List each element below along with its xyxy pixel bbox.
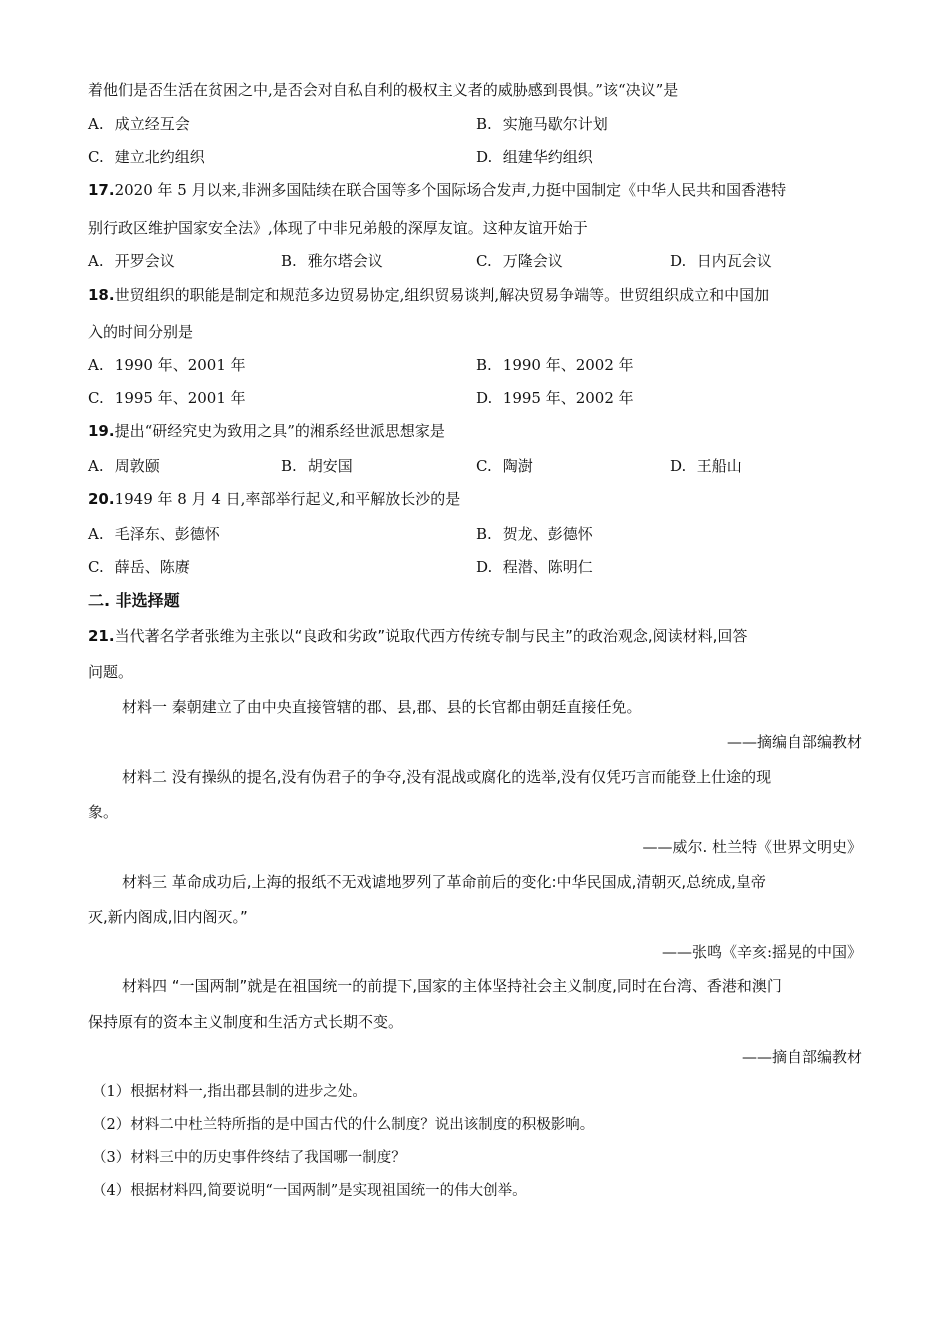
q16-option-b: B. 实施马歇尔计划 (476, 115, 608, 133)
material-4-line2: 保持原有的资本主义制度和生活方式长期不变。 (88, 1013, 404, 1031)
q16-stem-tail: 着他们是否生活在贫困之中,是否会对自私自利的极权主义者的威胁感到畏惧。”该“决议”是 (88, 81, 679, 99)
q20-stem: 20.1949 年 8 月 4 日,率部举行起义,和平解放长沙的是 (88, 490, 461, 508)
q18-option-c: C. 1995 年、2001 年 (88, 389, 246, 407)
material-1: 材料一 秦朝建立了由中央直接管辖的郡、县,郡、县的长官都由朝廷直接任免。 (122, 698, 642, 716)
q16-option-a: A. 成立经互会 (88, 115, 190, 133)
q20-option-c: C. 薛岳、陈赓 (88, 558, 190, 576)
q19-stem: 19.提出“研经究史为致用之具”的湘系经世派思想家是 (88, 422, 445, 440)
q18-stem-line2: 入的时间分别是 (88, 323, 194, 341)
q17-option-b: B. 雅尔塔会议 (281, 252, 383, 270)
q18-option-d: D. 1995 年、2002 年 (476, 389, 634, 407)
q17-stem-line1: 17.2020 年 5 月以来,非洲多国陆续在联合国等多个国际场合发声,力挺中国制定《中华人民共和国香港特 (88, 181, 787, 199)
q20-option-a: A. 毛泽东、彭德怀 (88, 525, 220, 543)
q19-option-c: C. 陶澍 (476, 457, 533, 475)
q17-option-c: C. 万隆会议 (476, 252, 563, 270)
sub-question-1: （1）根据材料一,指出郡县制的进步之处。 (92, 1084, 367, 1100)
q17-stem-line2: 别行政区维护国家安全法》,体现了中非兄弟般的深厚友谊。这种友谊开始于 (88, 219, 588, 237)
material-4-line1: 材料四 “一国两制”就是在祖国统一的前提下,国家的主体坚持社会主义制度,同时在台湾、香港和澳门 (122, 977, 782, 995)
q20-option-d: D. 程潜、陈明仁 (476, 558, 593, 576)
q18-stem-line1: 18.世贸组织的职能是制定和规范多边贸易协定,组织贸易谈判,解决贸易争端等。世贸组织成立和中国加 (88, 286, 770, 304)
material-2-line1: 材料二 没有操纵的提名,没有伪君子的争夺,没有混战或腐化的选举,没有仅凭巧言而能登上仕途的现 (122, 768, 772, 786)
q16-option-c: C. 建立北约组织 (88, 148, 205, 166)
material-3-line2: 灭,新内阁成,旧内阁灭。” (88, 908, 248, 926)
q17-option-d: D. 日内瓦会议 (670, 252, 772, 270)
q18-option-b: B. 1990 年、2002 年 (476, 356, 634, 374)
material-1-source: ——摘编自部编教材 (726, 733, 862, 751)
sub-question-3: （3）材料三中的历史事件终结了我国哪一制度？ (92, 1150, 406, 1166)
q16-option-d: D. 组建华约组织 (476, 148, 593, 166)
material-3-line1: 材料三 革命成功后,上海的报纸不无戏谑地罗列了革命前后的变化:中华民国成,清朝灭,总统成,皇帝 (122, 873, 766, 891)
q20-option-b: B. 贺龙、彭德怀 (476, 525, 593, 543)
q19-option-a: A. 周敦颐 (88, 457, 160, 475)
q19-option-d: D. 王船山 (670, 457, 742, 475)
sub-question-4: （4）根据材料四,简要说明“一国两制”是实现祖国统一的伟大创举。 (92, 1183, 527, 1199)
q19-option-b: B. 胡安国 (281, 457, 353, 475)
q21-stem-line1: 21.当代著名学者张维为主张以“良政和劣政”说取代西方传统专制与民主”的政治观念,阅读材料,回答 (88, 627, 748, 645)
q21-stem-line2: 问题。 (88, 663, 134, 681)
material-3-source: ——张鸣《辛亥:摇晃的中国》 (661, 943, 862, 961)
material-4-source: ——摘自部编教材 (741, 1048, 862, 1066)
section-heading: 二. 非选择题 (88, 591, 180, 610)
q17-option-a: A. 开罗会议 (88, 252, 175, 270)
q18-option-a: A. 1990 年、2001 年 (88, 356, 246, 374)
material-2-line2: 象。 (88, 803, 119, 821)
material-2-source: ——威尔. 杜兰特《世界文明史》 (642, 838, 862, 856)
sub-question-2: （2）材料二中杜兰特所指的是中国古代的什么制度？说出该制度的积极影响。 (92, 1117, 595, 1133)
